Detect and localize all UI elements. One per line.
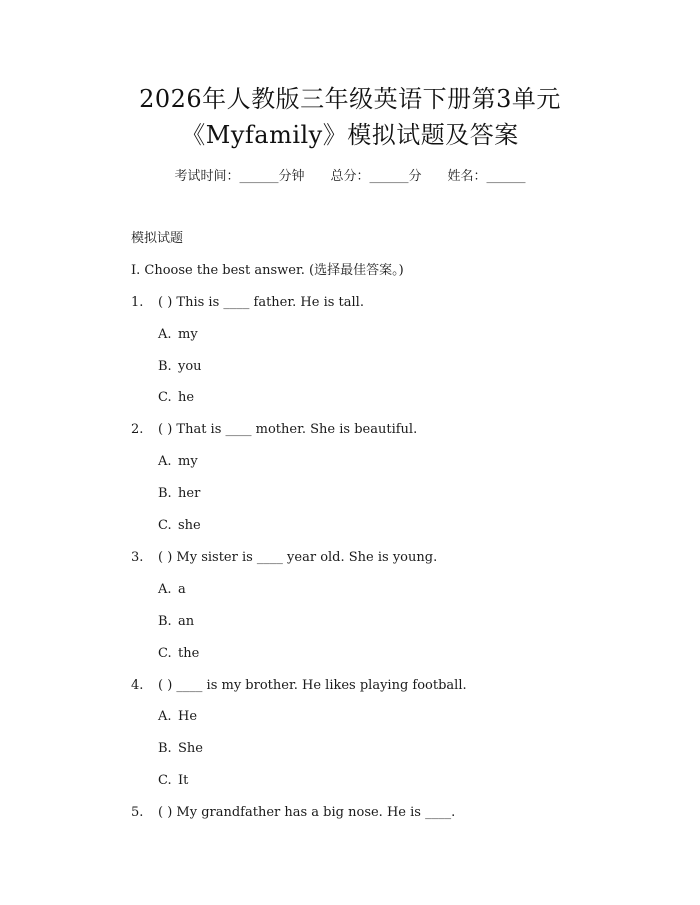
option-text: her [178,486,201,501]
option-letter: C. [158,646,172,661]
option-text: the [178,646,200,661]
question-text: ( ) This is ____ father. He is tall. [158,295,364,310]
option-text: an [178,614,195,629]
question-number: 1. [131,295,144,310]
name-label: 姓名： [447,169,487,184]
option-text: my [178,327,198,342]
question-text: ( ) ____ is my brother. He likes playing football. [158,678,467,693]
time-label: 考试时间： [174,169,240,184]
option-letter: A. [158,709,172,724]
question-number: 2. [131,422,144,437]
option-letter: B. [158,614,172,629]
option-text: a [178,582,186,597]
document-title-line-2: 《Myfamily》模拟试题及答案 [181,121,519,149]
name-blank: ______ [486,169,526,184]
option-letter: B. [158,486,172,501]
option-letter: A. [158,454,172,469]
option-text: my [178,454,198,469]
option-text: you [178,359,202,374]
time-blank: ______ [239,169,279,184]
option-text: She [178,741,203,756]
option-letter: A. [158,327,172,342]
option-letter: B. [158,741,172,756]
option-letter: C. [158,773,172,788]
question-text: ( ) My sister is ____ year old. She is young. [158,550,438,565]
option-letter: A. [158,582,172,597]
question-number: 4. [131,678,144,693]
question-text: ( ) That is ____ mother. She is beautiful. [158,422,418,437]
option-text: It [178,773,189,788]
document-title-line-1: 2026年人教版三年级英语下册第3单元 [139,85,561,113]
time-unit: 分钟 [278,169,305,184]
option-text: she [178,518,201,533]
option-letter: C. [158,518,172,533]
score-blank: ______ [369,169,409,184]
question-text: ( ) My grandfather has a big nose. He is ____. [158,805,456,820]
exam-info-row [0,168,700,186]
question-number: 5. [131,805,144,820]
question-number: 3. [131,550,144,565]
score-unit: 分 [408,169,422,184]
section-heading: 模拟试题 [131,231,184,246]
option-letter: C. [158,390,172,405]
part-title: I. Choose the best answer. (选择最佳答案。) [131,263,404,278]
option-text: He [178,709,198,724]
option-text: he [178,390,195,405]
score-label: 总分： [330,169,370,184]
option-letter: B. [158,359,172,374]
